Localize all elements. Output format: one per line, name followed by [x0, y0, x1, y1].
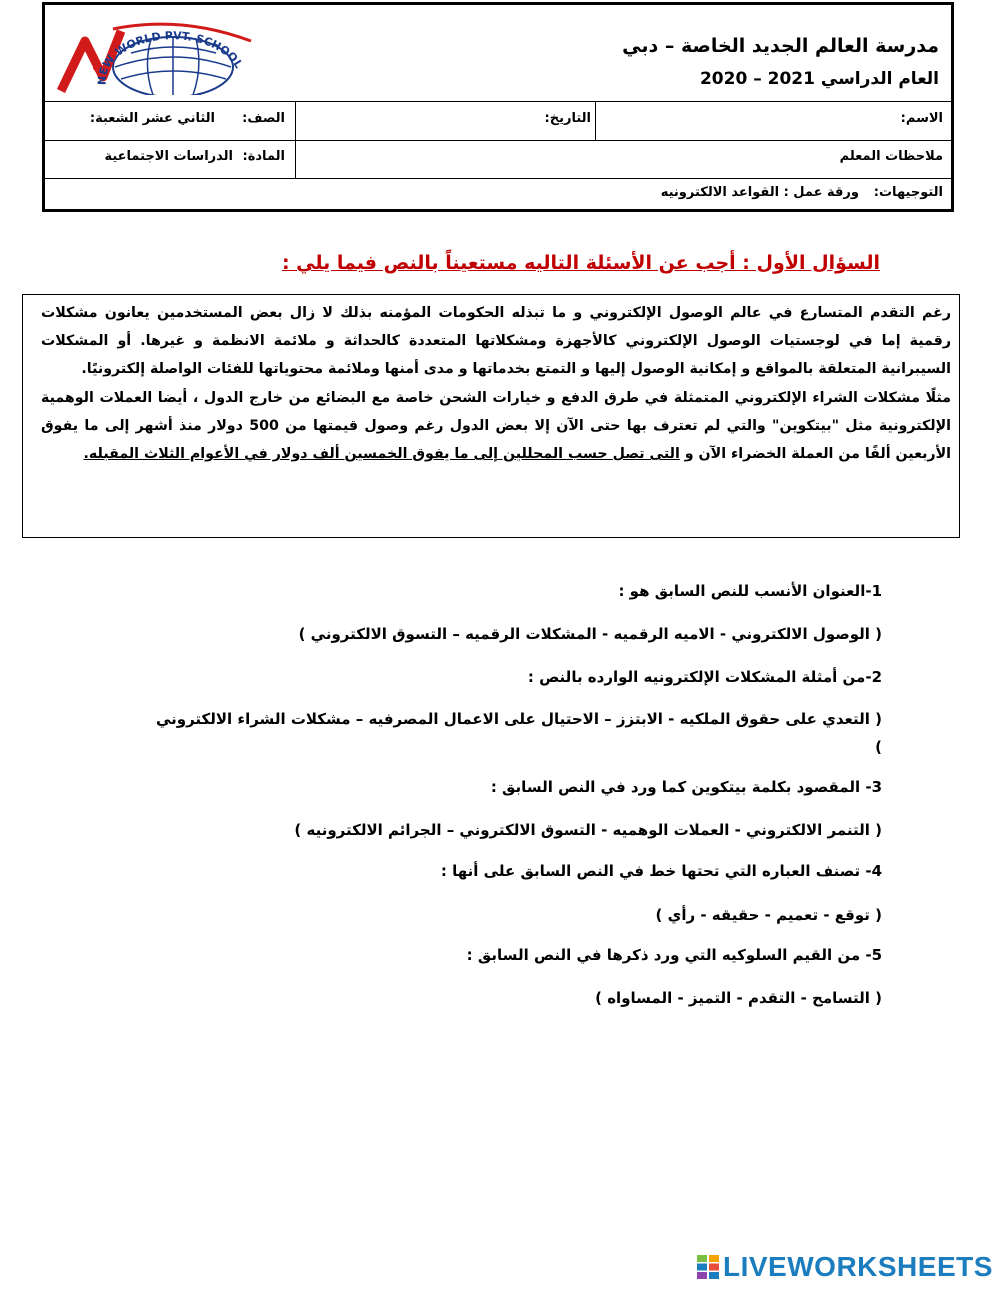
question-3: 3- المقصود بكلمة بيتكوين كما ورد في النص السابق : — [490, 778, 882, 796]
subject-field-label: المادة: — [242, 149, 285, 164]
question-heading: السؤال الأول : أجب عن الأسئلة التاليه مستعيناً بالنص فيما يلي : — [281, 252, 880, 274]
date-field-label: التاريخ: — [544, 111, 591, 126]
question-3-options: ( التنمر الالكتروني - العملات الوهميه - التسوق الالكتروني – الجرائم الالكترونيه ) — [294, 821, 882, 839]
header-column-divider — [295, 101, 296, 178]
question-2-options: ( التعدي على حقوق الملكيه - الابتزز – الاحتيال على الاعمال المصرفيه – مشكلات الشراء الالكتروني — [155, 710, 882, 728]
subject-field-value: الدراسات الاجتماعية — [104, 149, 233, 164]
passage-text — [41, 299, 951, 468]
logo-arabic-text: م — [87, 64, 100, 72]
question-1-options: ( الوصول الالكتروني - الاميه الرقميه - المشكلات الرقميه – التسوق الالكتروني ) — [298, 625, 882, 643]
school-logo — [51, 11, 261, 95]
globe-logo-icon — [51, 11, 261, 95]
header-box — [42, 2, 954, 212]
name-field-label: الاسم: — [900, 111, 943, 126]
header-column-divider — [595, 101, 596, 140]
grade-field-value: الثاني عشر الشعبة: — [89, 111, 215, 126]
brand-text: LIVEWORKSHEETS — [723, 1251, 993, 1282]
question-2: 2-من أمثلة المشكلات الإلكترونيه الوارده بالنص : — [527, 668, 882, 686]
passage-box — [22, 294, 960, 538]
question-2-options-end: ) — [875, 738, 882, 756]
header-divider — [45, 101, 951, 102]
instructions-label: التوجيهات: — [873, 185, 943, 200]
header-divider — [45, 178, 951, 179]
grade-field-label: الصف: — [242, 111, 285, 126]
question-5-options: ( التسامح - التقدم - التميز - المساواه ) — [595, 989, 882, 1007]
academic-year: العام الدراسي 2021 – 2020 — [699, 69, 939, 89]
underlined-statement: التى تصل حسب المحللين إلى ما يفوق الخمسين ألف دولار في الأعوام الثلاث المقبله. — [83, 446, 680, 463]
question-5: 5- من القيم السلوكيه التي ورد ذكرها في النص السابق : — [466, 946, 882, 964]
logo-english-text: NEW WORLD PVT. SCHOOL — [95, 29, 246, 86]
question-1: 1-العنوان الأنسب للنص السابق هو : — [618, 582, 882, 600]
passage-paragraph-2: مثلًا مشكلات الشراء الإلكتروني المتمثلة في طرق الدفع و خيارات الشحن خاصة مع البضائع من خارج الدول ، أيضا العملات الوهمية الإلكترونية مثل "بيتكوين" والتي لم تعترف بها حتى الآن إلا بعض الدول رغم وصول قيمتها من 500 دولار منذ أشهر إلى ما يفوق الأربعين ألفًا من العملة الخضراء الآن و — [41, 389, 951, 463]
question-4: 4- تصنف العباره التي تحتها خط في النص السابق على أنها : — [440, 862, 882, 880]
question-4-options: ( توقع - تعميم - حقيقه - رأي ) — [655, 906, 882, 924]
header-divider — [45, 140, 951, 141]
school-name: مدرسة العالم الجديد الخاصة – دبي — [622, 35, 939, 57]
instructions-value: ورقة عمل : القواعد الالكترونيه — [660, 185, 859, 200]
liveworksheets-brand[interactable] — [697, 1252, 993, 1282]
passage-paragraph-1: رغم التقدم المتسارع في عالم الوصول الإلكتروني و ما تبذله الحكومات المؤمنه بذلك لا زال بعض المستخدمين يعانون مشكلات رقمية إما في لوجستيات الوصول الإلكتروني كالأجهزة ومشكلاتها المتعددة كالحداثة و ملائمة الانظمة و غيرها. أو المشكلات السيبرانية المتعلقة بالمواقع و إمكانية الوصول إليها و التمتع بخدماتها و مدى أمنها وملائمة محتوياتها للفئات الواصلة إلكترونيًا. — [41, 305, 951, 378]
liveworksheets-logo-icon — [697, 1255, 719, 1279]
teacher-notes-label: ملاحظات المعلم — [839, 149, 943, 164]
